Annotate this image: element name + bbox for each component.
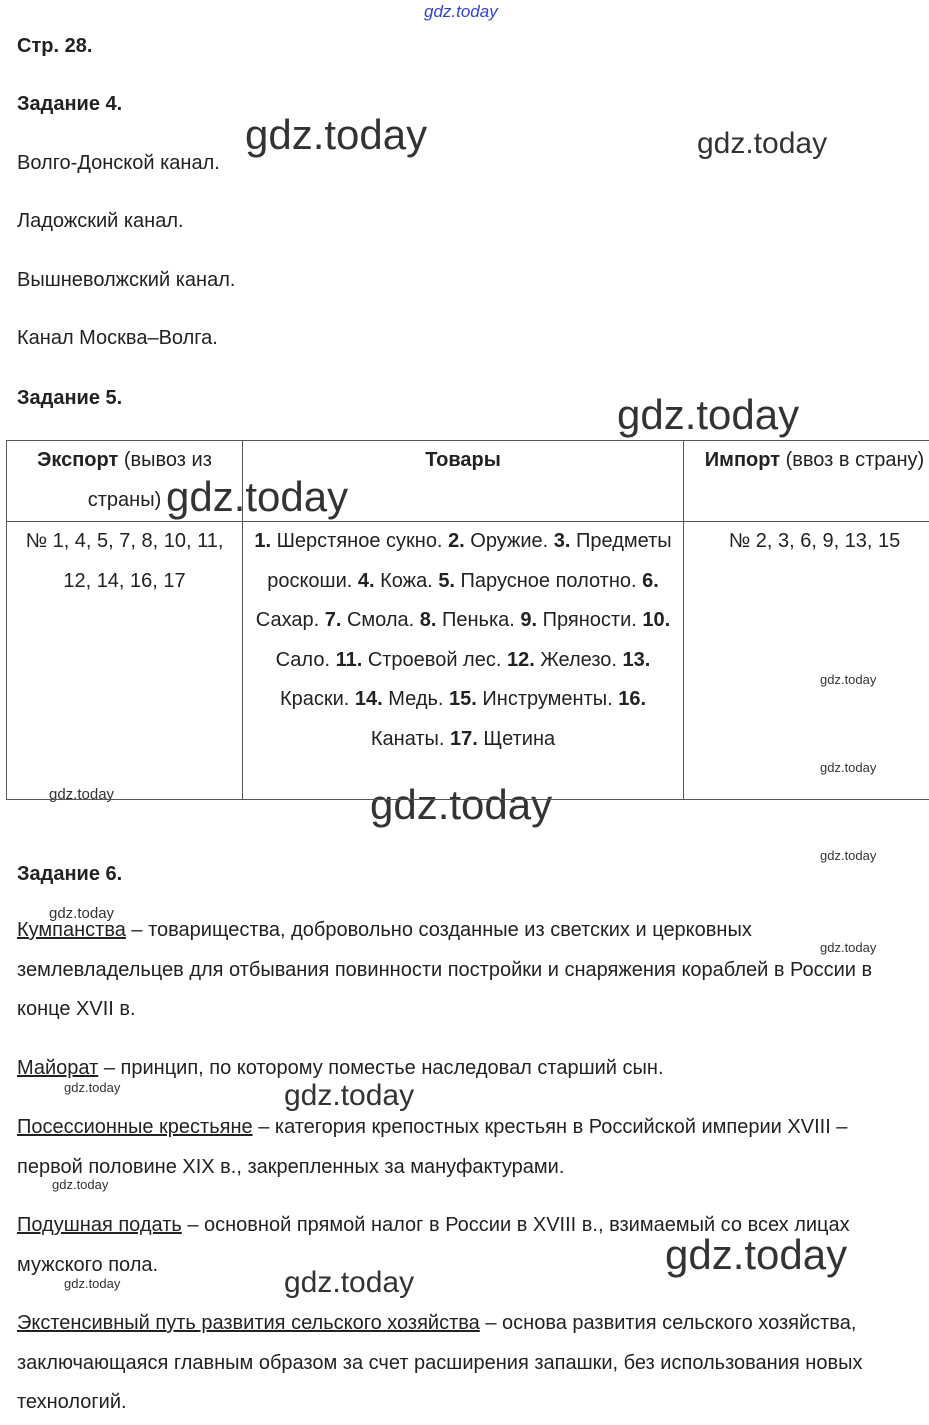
term-definition	[17, 911, 912, 1030]
trade-table	[6, 440, 929, 803]
watermark: gdz.today	[820, 672, 877, 687]
term: Майорат	[17, 1057, 99, 1079]
task4-item: Вышневолжский канал.	[17, 269, 236, 291]
watermark: gdz.today	[697, 127, 828, 160]
watermark: gdz.today	[284, 1079, 415, 1112]
goods-item: 13. Краски.	[279, 648, 651, 710]
page-heading: Стр. 28.	[17, 35, 93, 57]
watermark: gdz.today	[64, 1276, 121, 1291]
definition: – основной прямой налог в России в XVIII в., взимаемый со всех лицах мужского пола.	[17, 1214, 850, 1276]
watermark: gdz.today	[49, 905, 115, 922]
import-header: Импорт (ввоз в страну)	[684, 441, 929, 522]
goods-item: 3. Предметы роскоши.	[267, 530, 672, 592]
term-definition	[17, 1108, 912, 1187]
task4-item: Канал Москва–Волга.	[17, 327, 218, 349]
goods-item: 17. Щетина	[450, 727, 556, 750]
goods-item: 6. Сахар.	[255, 569, 659, 631]
task4-title: Задание 4.	[17, 93, 123, 115]
watermark-top: gdz.today	[424, 2, 498, 21]
definition: – категория крепостных крестьян в Российской империи XVIII – первой половине XIX в., закрепленных за мануфактурами.	[17, 1116, 848, 1178]
goods-item: 4. Кожа.	[357, 569, 439, 592]
watermark: gdz.today	[49, 786, 115, 803]
term-definition	[17, 1206, 912, 1285]
task4-item: Волго-Донской канал.	[17, 152, 220, 174]
term-definition	[17, 1049, 912, 1089]
definition: – товарищества, добровольно созданные из светских и церковных землевладельцев для отбывания повинности постройки и снаряжения кораблей в России в конце XVII в.	[17, 919, 873, 1020]
watermark: gdz.today	[820, 940, 877, 955]
watermark: gdz.today	[617, 391, 800, 438]
goods-item: 10. Сало.	[275, 609, 671, 671]
term-definition	[17, 1304, 912, 1423]
table-row	[7, 522, 929, 800]
watermark: gdz.today	[820, 760, 877, 775]
goods-item: 12. Железо.	[506, 648, 623, 671]
watermark: gdz.today	[166, 473, 349, 520]
task5-title: Задание 5.	[17, 387, 123, 409]
goods-item: 1. Шерстяное сукно.	[254, 530, 449, 552]
goods-header: Товары	[243, 441, 684, 522]
definition: – принцип, по которому поместье наследовал старший сын.	[98, 1057, 664, 1079]
watermark: gdz.today	[64, 1080, 121, 1095]
goods-item: 11. Строевой лес.	[335, 648, 507, 671]
export-cell: № 1, 4, 5, 7, 8, 10, 11, 12, 14, 16, 17	[7, 522, 243, 800]
task4-item: Ладожский канал.	[17, 210, 184, 232]
task6-title: Задание 6.	[17, 863, 123, 885]
watermark: gdz.today	[665, 1231, 848, 1278]
goods-item: 8. Пенька.	[419, 609, 521, 631]
goods-item: 5. Парусное полотно.	[438, 569, 643, 592]
watermark: gdz.today	[284, 1266, 415, 1299]
goods-item: 14. Медь.	[354, 688, 450, 710]
table-header-row	[7, 441, 929, 522]
import-cell: № 2, 3, 6, 9, 13, 15	[684, 522, 929, 800]
goods-item: 7. Смола.	[324, 609, 420, 631]
term: Подушная подать	[17, 1214, 182, 1236]
goods-item: 9. Пряности.	[520, 609, 643, 631]
term: Кумпанства	[17, 919, 126, 941]
goods-item: 2. Оружие.	[448, 530, 554, 552]
goods-cell	[243, 522, 684, 800]
export-header: Экспорт (вывоз из страны)	[7, 441, 243, 522]
term: Посессионные крестьяне	[17, 1116, 253, 1138]
watermark: gdz.today	[52, 1177, 109, 1192]
watermark: gdz.today	[370, 781, 553, 828]
watermark: gdz.today	[245, 111, 428, 158]
goods-item: 15. Инструменты.	[449, 688, 619, 710]
watermark: gdz.today	[820, 848, 877, 863]
definition: – основа развития сельского хозяйства, заключающаяся главным образом за счет расширения запашки, без использования новых технологий.	[17, 1312, 863, 1413]
term: Экстенсивный путь развития сельского хозяйства	[17, 1312, 480, 1334]
goods-item: 16. Канаты.	[370, 688, 647, 750]
